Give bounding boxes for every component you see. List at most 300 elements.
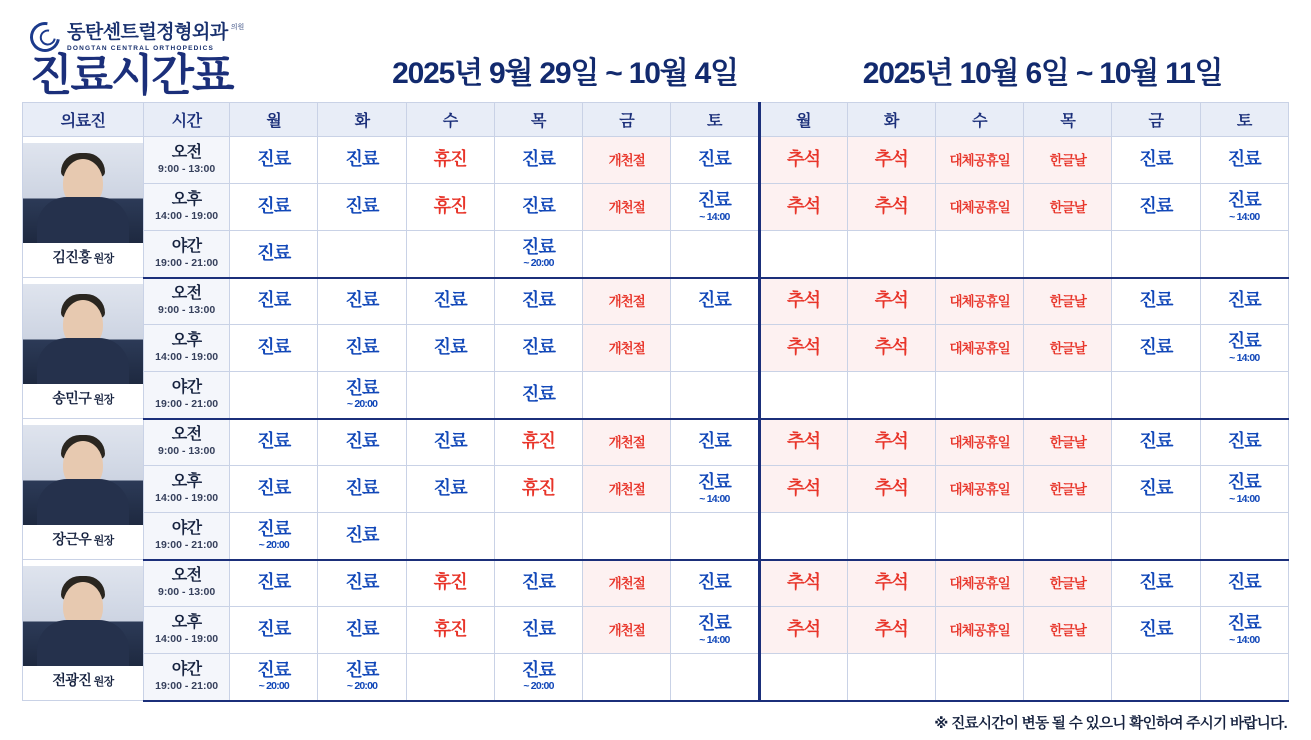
schedule-cell-value: 한글날	[1049, 623, 1086, 639]
schedule-cell-value: 진료	[345, 337, 379, 358]
schedule-cell-value: 추석	[874, 478, 908, 499]
schedule-cell	[318, 466, 406, 513]
schedule-cell	[847, 184, 935, 231]
schedule-cell	[935, 231, 1023, 278]
schedule-cell-value: 추석	[787, 478, 821, 499]
period-week2: 2025년 10월 6일 ~ 10월 11일	[862, 57, 1223, 90]
time-range: 19:00 - 21:00	[155, 256, 219, 269]
schedule-cell	[759, 231, 847, 278]
schedule-cell	[1112, 372, 1200, 419]
schedule-cell-value: 진료	[345, 196, 379, 217]
schedule-cell	[935, 654, 1023, 701]
schedule-cell	[1112, 419, 1200, 466]
schedule-cell	[230, 137, 318, 184]
schedule-cell-value: 개천절	[608, 623, 645, 639]
schedule-cell-value: 진료	[697, 149, 732, 170]
schedule-cell	[406, 607, 494, 654]
schedule-cell-value: 진료	[345, 572, 379, 593]
schedule-cell-value: 진료	[697, 189, 732, 210]
schedule-cell-value: 진료	[1139, 196, 1173, 217]
schedule-cell	[671, 560, 759, 607]
schedule-cell	[1200, 231, 1288, 278]
schedule-cell	[1024, 372, 1112, 419]
time-range: 19:00 - 21:00	[155, 397, 219, 410]
doctor-name: 김진홍 원장	[52, 248, 114, 265]
schedule-cell-value: 추석	[787, 149, 821, 170]
time-label: 오후	[171, 473, 202, 491]
schedule-cell	[1200, 560, 1288, 607]
schedule-cell	[494, 278, 582, 325]
schedule-cell-value: 진료	[257, 242, 291, 263]
schedule-cell	[406, 325, 494, 372]
schedule-cell	[671, 466, 759, 513]
schedule-cell	[230, 560, 318, 607]
schedule-cell	[671, 325, 759, 372]
schedule-cell-value: 추석	[787, 572, 821, 593]
schedule-cell-value: 진료	[521, 572, 556, 593]
col-w2-sat: 토	[1200, 103, 1288, 137]
time-cell	[144, 607, 230, 654]
clinic-name-group	[67, 23, 228, 52]
schedule-cell-value: 진료	[521, 290, 556, 311]
schedule-cell-value: 휴진	[433, 149, 467, 170]
schedule-cell-value: 진료	[1139, 478, 1173, 499]
schedule-cell-value: 개천절	[608, 435, 645, 451]
schedule-cell	[671, 231, 759, 278]
time-range: 9:00 - 13:00	[158, 163, 216, 176]
schedule-cell-note: ~ 14:00	[1229, 351, 1260, 364]
schedule-cell	[406, 137, 494, 184]
schedule-cell-value: 진료	[1139, 337, 1173, 358]
schedule-cell	[230, 184, 318, 231]
table-row	[23, 278, 1289, 325]
schedule-cell-note: ~ 14:00	[699, 210, 730, 223]
table-row	[23, 137, 1289, 184]
doctor-title: 원장	[91, 675, 114, 688]
schedule-cell	[230, 513, 318, 560]
schedule-cell	[935, 278, 1023, 325]
schedule-cell	[230, 278, 318, 325]
schedule-cell	[1112, 184, 1200, 231]
schedule-cell-value: 추석	[787, 196, 821, 217]
schedule-cell-note: ~ 20:00	[523, 257, 554, 270]
schedule-cell-value: 한글날	[1049, 294, 1086, 310]
schedule-cell	[406, 466, 494, 513]
schedule-cell-value: 진료	[257, 659, 291, 680]
schedule-cell	[318, 137, 406, 184]
time-range: 14:00 - 19:00	[155, 633, 219, 646]
schedule-cell	[318, 184, 406, 231]
schedule-cell-value: 진료	[257, 572, 291, 593]
schedule-cell	[230, 325, 318, 372]
schedule-cell	[583, 560, 671, 607]
schedule-cell	[230, 231, 318, 278]
schedule-cell-value: 진료	[521, 149, 556, 170]
schedule-cell-value: 개천절	[608, 153, 645, 169]
schedule-cell-value: 한글날	[1049, 576, 1086, 592]
schedule-cell	[230, 607, 318, 654]
table-row	[23, 419, 1289, 466]
schedule-cell	[847, 513, 935, 560]
schedule-cell-value: 대체공휴일	[949, 294, 1010, 310]
schedule-cell-note: ~ 20:00	[523, 680, 554, 693]
table-row	[23, 654, 1289, 701]
col-w2-thu: 목	[1024, 103, 1112, 137]
schedule-cell-note: ~ 14:00	[699, 633, 730, 646]
time-label: 오전	[171, 567, 202, 585]
schedule-cell	[318, 231, 406, 278]
table-row	[23, 372, 1289, 419]
schedule-cell-value: 진료	[345, 524, 379, 545]
schedule-cell-value: 진료	[1227, 330, 1261, 351]
time-cell	[144, 466, 230, 513]
schedule-cell	[935, 513, 1023, 560]
photo-body	[37, 338, 129, 384]
schedule-cell-value: 대체공휴일	[949, 482, 1010, 498]
schedule-cell-value: 휴진	[433, 572, 467, 593]
photo-body	[37, 620, 129, 666]
schedule-cell-value: 대체공휴일	[949, 341, 1010, 357]
schedule-cell-value: 휴진	[521, 478, 556, 499]
schedule-cell-note: ~ 20:00	[258, 680, 289, 693]
schedule-cell-value: 진료	[1139, 572, 1173, 593]
doctor-title: 원장	[91, 393, 114, 406]
schedule-cell-value: 추석	[874, 572, 908, 593]
schedule-cell-value: 진료	[257, 149, 291, 170]
time-range: 9:00 - 13:00	[158, 586, 216, 599]
schedule-cell-value: 진료	[433, 478, 467, 499]
schedule-cell	[1024, 325, 1112, 372]
schedule-cell-value: 대체공휴일	[949, 623, 1010, 639]
clinic-name-wrap	[67, 23, 244, 52]
schedule-cell	[759, 607, 847, 654]
schedule-cell-value: 추석	[874, 337, 908, 358]
schedule-cell-value: 진료	[1227, 471, 1261, 492]
photo-body	[37, 197, 129, 243]
schedule-cell	[1024, 278, 1112, 325]
doctor-cell	[23, 560, 144, 701]
doctor-name: 장근우 원장	[52, 530, 114, 547]
schedule-cell-value: 진료	[345, 377, 379, 398]
schedule-cell-note: ~ 14:00	[1229, 210, 1260, 223]
schedule-cell	[318, 419, 406, 466]
page-header	[0, 0, 1311, 102]
header-row	[23, 103, 1289, 137]
schedule-cell	[494, 419, 582, 466]
schedule-cell	[1112, 560, 1200, 607]
time-cell	[144, 184, 230, 231]
schedule-cell	[1024, 231, 1112, 278]
schedule-cell	[494, 372, 582, 419]
schedule-cell	[847, 231, 935, 278]
schedule-cell	[1200, 372, 1288, 419]
schedule-cell	[1024, 466, 1112, 513]
time-range: 9:00 - 13:00	[158, 304, 216, 317]
schedule-cell	[1112, 513, 1200, 560]
schedule-cell	[935, 372, 1023, 419]
table-row	[23, 466, 1289, 513]
schedule-cell-value: 진료	[521, 659, 556, 680]
table-row	[23, 184, 1289, 231]
time-cell	[144, 137, 230, 184]
col-w2-fri: 금	[1112, 103, 1200, 137]
time-range: 19:00 - 21:00	[155, 679, 219, 692]
brand-block	[30, 22, 330, 98]
schedule-cell	[847, 607, 935, 654]
schedule-cell-value: 추석	[787, 431, 821, 452]
schedule-cell	[935, 466, 1023, 513]
schedule-cell-value: 진료	[697, 612, 732, 633]
schedule-cell	[1200, 513, 1288, 560]
table-row	[23, 560, 1289, 607]
schedule-cell	[1112, 231, 1200, 278]
schedule-cell	[1200, 466, 1288, 513]
time-label: 야간	[171, 519, 202, 537]
clinic-badge: 의원	[230, 23, 245, 31]
schedule-cell-value: 진료	[257, 619, 291, 640]
schedule-cell-value: 휴진	[433, 196, 467, 217]
schedule-cell	[1024, 419, 1112, 466]
schedule-cell-value: 추석	[787, 290, 821, 311]
schedule-cell	[230, 466, 318, 513]
schedule-cell-value: 휴진	[433, 619, 467, 640]
schedule-cell	[1200, 654, 1288, 701]
col-w2-wed: 수	[935, 103, 1023, 137]
time-range: 14:00 - 19:00	[155, 210, 219, 223]
schedule-cell-note: ~ 14:00	[1229, 492, 1260, 505]
page-title: 진료시간표	[30, 51, 233, 100]
schedule-cell	[583, 278, 671, 325]
schedule-cell	[1200, 419, 1288, 466]
doctor-name: 송민구 원장	[52, 389, 114, 406]
schedule-cell	[1112, 325, 1200, 372]
schedule-cell	[1112, 278, 1200, 325]
schedule-cell	[935, 560, 1023, 607]
schedule-cell	[406, 231, 494, 278]
doctor-photo	[23, 425, 143, 525]
schedule-cell-value: 한글날	[1049, 200, 1086, 216]
schedule-cell	[671, 372, 759, 419]
schedule-cell-value: 진료	[1139, 149, 1173, 170]
schedule-cell-value: 진료	[1227, 612, 1261, 633]
schedule-cell-value: 추석	[787, 337, 821, 358]
schedule-cell	[759, 654, 847, 701]
schedule-cell-value: 진료	[521, 236, 556, 257]
schedule-cell-value: 진료	[257, 431, 291, 452]
time-range: 9:00 - 13:00	[158, 445, 216, 458]
schedule-cell-value: 진료	[433, 290, 467, 311]
schedule-cell	[935, 607, 1023, 654]
schedule-cell	[1200, 325, 1288, 372]
schedule-cell-value: 진료	[345, 431, 379, 452]
schedule-cell-value: 진료	[1139, 290, 1173, 311]
schedule-cell-value: 추석	[874, 196, 908, 217]
schedule-cell	[935, 137, 1023, 184]
doctor-profile	[23, 425, 143, 554]
doctor-photo	[23, 284, 143, 384]
col-doctor: 의료진	[23, 103, 144, 137]
period-week1: 2025년 9월 29일 ~ 10월 4일	[392, 57, 738, 90]
schedule-cell-value: 대체공휴일	[949, 435, 1010, 451]
schedule-cell	[1200, 137, 1288, 184]
doctor-title: 원장	[91, 534, 114, 547]
schedule-cell-value: 진료	[345, 478, 379, 499]
schedule-cell-value: 개천절	[608, 576, 645, 592]
schedule-cell	[583, 466, 671, 513]
schedule-cell-note: ~ 14:00	[1229, 633, 1260, 646]
time-label: 야간	[171, 237, 202, 255]
schedule-cell	[671, 513, 759, 560]
schedule-cell-note: ~ 20:00	[258, 539, 289, 552]
time-cell	[144, 372, 230, 419]
schedule-cell	[847, 137, 935, 184]
table-head	[23, 103, 1289, 137]
schedule-cell	[583, 184, 671, 231]
col-time: 시간	[144, 103, 230, 137]
time-range: 14:00 - 19:00	[155, 492, 219, 505]
schedule-cell-value: 진료	[257, 518, 291, 539]
schedule-cell	[1024, 184, 1112, 231]
schedule-cell	[759, 184, 847, 231]
doctor-cell	[23, 419, 144, 560]
schedule-cell-value: 진료	[1227, 431, 1261, 452]
schedule-cell	[583, 372, 671, 419]
col-w1-tue: 화	[318, 103, 406, 137]
col-w1-thu: 목	[494, 103, 582, 137]
schedule-cell-value: 진료	[521, 383, 556, 404]
schedule-cell	[759, 137, 847, 184]
time-label: 야간	[171, 378, 202, 396]
table-row	[23, 607, 1289, 654]
schedule-cell-value: 개천절	[608, 200, 645, 216]
time-cell	[144, 419, 230, 466]
schedule-cell-value: 한글날	[1049, 435, 1086, 451]
schedule-cell	[406, 419, 494, 466]
schedule-cell	[935, 325, 1023, 372]
table-row	[23, 513, 1289, 560]
schedule-cell	[671, 654, 759, 701]
time-label: 오후	[171, 332, 202, 350]
time-range: 14:00 - 19:00	[155, 351, 219, 364]
schedule-cell	[1024, 654, 1112, 701]
schedule-cell	[759, 419, 847, 466]
schedule-cell-value: 진료	[521, 196, 556, 217]
schedule-cell-value: 진료	[697, 290, 732, 311]
schedule-cell-value: 한글날	[1049, 341, 1086, 357]
schedule-cell	[1112, 466, 1200, 513]
schedule-cell-value: 진료	[521, 337, 556, 358]
schedule-cell	[318, 560, 406, 607]
time-range: 19:00 - 21:00	[155, 538, 219, 551]
schedule-cell-value: 추석	[874, 290, 908, 311]
schedule-cell	[1200, 184, 1288, 231]
schedule-cell	[230, 654, 318, 701]
schedule-cell-value: 진료	[345, 149, 379, 170]
schedule-cell	[935, 184, 1023, 231]
schedule-cell	[583, 137, 671, 184]
schedule-cell	[406, 278, 494, 325]
schedule-cell-value: 대체공휴일	[949, 576, 1010, 592]
doctor-profile	[23, 566, 143, 695]
schedule-cell	[759, 466, 847, 513]
schedule-cell	[671, 607, 759, 654]
schedule-cell	[494, 231, 582, 278]
schedule-table-wrap	[0, 102, 1311, 702]
time-label: 야간	[171, 660, 202, 678]
schedule-cell-value: 한글날	[1049, 482, 1086, 498]
schedule-cell-value: 진료	[697, 431, 732, 452]
schedule-cell-note: ~ 20:00	[346, 398, 378, 411]
schedule-cell-value: 개천절	[608, 482, 645, 498]
col-w1-mon: 월	[230, 103, 318, 137]
schedule-cell-value: 진료	[1139, 619, 1173, 640]
schedule-cell	[1112, 607, 1200, 654]
col-w2-tue: 화	[847, 103, 935, 137]
schedule-cell-value: 진료	[697, 572, 732, 593]
schedule-cell	[1024, 560, 1112, 607]
schedule-cell	[847, 325, 935, 372]
table-row	[23, 325, 1289, 372]
schedule-cell-value: 개천절	[608, 294, 645, 310]
schedule-cell	[318, 278, 406, 325]
schedule-cell	[318, 607, 406, 654]
schedule-cell	[671, 184, 759, 231]
schedule-cell	[406, 513, 494, 560]
doctor-name: 전광진 원장	[52, 671, 114, 688]
schedule-cell	[1200, 278, 1288, 325]
schedule-cell-value: 진료	[1227, 189, 1261, 210]
time-label: 오후	[171, 191, 202, 209]
clinic-name-en: DONGTAN CENTRAL ORTHOPEDICS	[67, 44, 214, 52]
schedule-cell	[494, 137, 582, 184]
schedule-cell-value: 휴진	[521, 431, 556, 452]
schedule-cell-value: 추석	[787, 619, 821, 640]
schedule-cell-value: 한글날	[1049, 153, 1086, 169]
schedule-cell	[759, 513, 847, 560]
schedule-cell-value: 진료	[521, 619, 556, 640]
schedule-cell-value: 진료	[345, 659, 379, 680]
schedule-cell	[759, 560, 847, 607]
doctor-cell	[23, 137, 144, 278]
schedule-cell	[230, 372, 318, 419]
schedule-cell	[671, 137, 759, 184]
schedule-cell-value: 진료	[1227, 572, 1261, 593]
schedule-cell-value: 진료	[257, 478, 291, 499]
schedule-cell	[1024, 137, 1112, 184]
schedule-cell	[847, 419, 935, 466]
schedule-cell	[494, 325, 582, 372]
schedule-cell	[318, 513, 406, 560]
schedule-cell	[583, 654, 671, 701]
schedule-cell	[847, 654, 935, 701]
schedule-cell-value: 진료	[433, 337, 467, 358]
schedule-cell	[583, 419, 671, 466]
time-cell	[144, 654, 230, 701]
time-cell	[144, 513, 230, 560]
schedule-cell	[494, 513, 582, 560]
schedule-cell	[1112, 137, 1200, 184]
schedule-cell	[494, 466, 582, 513]
schedule-cell-value: 진료	[433, 431, 467, 452]
schedule-cell	[671, 419, 759, 466]
time-label: 오전	[171, 426, 202, 444]
schedule-cell-value: 진료	[257, 290, 291, 311]
footnote: ※ 진료시간이 변동 될 수 있으니 확인하여 주시기 바랍니다.	[934, 715, 1287, 732]
doctor-photo	[23, 566, 143, 666]
schedule-cell-value: 진료	[257, 196, 291, 217]
schedule-cell-note: ~ 20:00	[346, 680, 378, 693]
schedule-cell	[494, 560, 582, 607]
